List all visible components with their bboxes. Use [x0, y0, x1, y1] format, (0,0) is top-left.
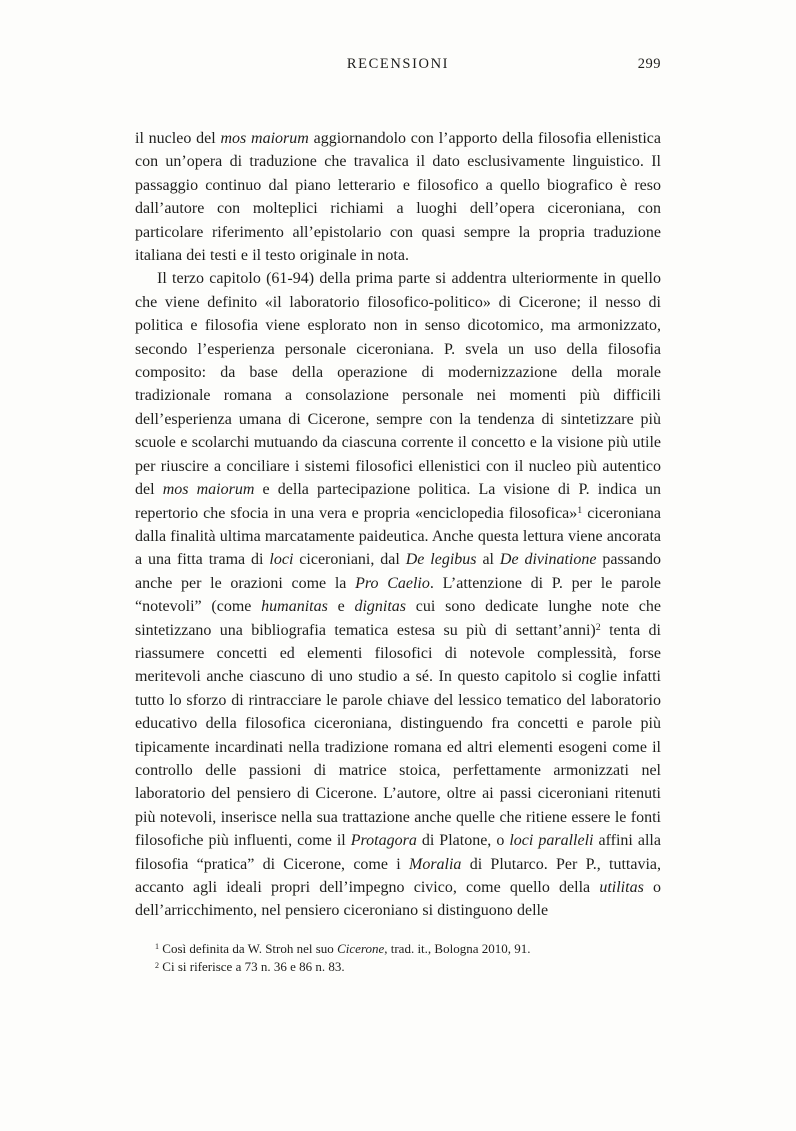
running-head	[135, 56, 661, 76]
text-run: Ci si riferisce a 73 n. 36 e 86 n. 83.	[159, 959, 345, 975]
text-run: Così definita da W. Stroh nel suo	[159, 940, 338, 956]
italic-run: Pro Caelio	[355, 574, 430, 592]
text-run: , trad. it., Bologna 2010, 91.	[384, 940, 531, 956]
text-run: di Platone, o	[416, 832, 510, 850]
text-run: e	[327, 598, 355, 616]
review-body	[135, 127, 661, 923]
italic-run: dignitas	[354, 598, 407, 616]
italic-run: loci	[269, 551, 294, 569]
text-run: e della partecipazione politica. La visione di P. indica un repertorio che sfocia in una vera e propria «enciclopedia filosofica»	[135, 481, 661, 522]
italic-run: Moralia	[408, 855, 462, 873]
footnote	[135, 958, 661, 977]
text-run: tenta di riassumere concetti ed elementi filosofici di notevole complessità, forse meritevoli anche ciascuno di uno studio a sé. In questo capitolo si coglie infatti tutto lo sforzo di rintracciare le parole chiave del lessico tematico del laboratorio educativo della filosofica ciceroniana, distinguendo fra concetti e parole più tipicamente incardinati nella tradizione romana ed altri elementi esogeni come il controllo delle passioni di matrice stoica, perfettamente armonizzati nel laboratorio del pensiero di Cicerone. L’autore, oltre ai passi ciceroniani ritenuti più notevoli, inserisce nella sua trattazione anche quelle che ritiene essere le fonti filosofiche più influenti, come il	[135, 621, 661, 850]
italic-run: utilitas	[599, 879, 644, 896]
italic-run: loci paralleli	[509, 832, 594, 850]
text-run: passando anche per le orazioni come la	[135, 551, 662, 592]
text-run: . L’attenzione di P. per le parole “notevoli” (come	[135, 574, 661, 616]
footnote-marker: 2	[155, 961, 160, 971]
text-run: ciceroniani, dal	[293, 551, 406, 569]
italic-run: De divinatione	[499, 551, 597, 569]
text-run: aggiornandolo con l’apporto della filosofia ellenistica con un’opera di traduzione che travalica il dato esclusivamente linguistico. Il passaggio continuo dal piano letterario e filosofico a quello biografico è reso dall’autore con molteplici richiami a luoghi dell’opera ciceroniana, con particolare riferimento all’epistolario con quasi sempre la propria traduzione italiana dei testi e il testo originale in nota.	[135, 130, 661, 265]
footnote-marker: 1	[155, 942, 160, 952]
italic-run: Protagora	[350, 832, 417, 850]
text-run: ciceroniana dalla finalità ultima marcatamente paideutica. Anche questa lettura viene ancorata a una fitta trama di	[135, 504, 661, 569]
text-run: cui sono dedicate lunghe note che sintetizzano una bibliografia tematica estesa su più di settant’anni)	[135, 598, 661, 639]
text-run: il nucleo del	[135, 130, 221, 147]
paragraph	[135, 267, 661, 922]
italic-run: mos maiorum	[162, 481, 255, 499]
section-heading: RECENSIONI	[346, 56, 450, 72]
text-run: al	[476, 551, 500, 569]
text-run: o dell’arricchimento, nel pensiero ciceroniano si distinguono delle	[135, 879, 661, 920]
italic-run: De legibus	[405, 551, 477, 569]
text-run: Il terzo capitolo (61-94) della prima parte si addentra ulteriormente in quello che viene definito «il laboratorio filosofico-politico» di Cicerone; il nesso di politica e filosofia viene esplorato non in senso dicotomico, ma armonizzato, secondo l’esperienza personale ciceroniana. P. svela un uso della filosofia composito: da base della operazione di modernizzazione della morale tradizionale romana a consolazione personale nei momenti più difficili dell’esperienza umana di Cicerone, sempre con la tendenza di sintetizzare più scuole e scolarchi mutuando da ciascuna corrente il concetto e la visione più utile per riuscire a conciliare i sistemi filosofici ellenistici con il nucleo più autentico del	[135, 270, 661, 499]
text-block	[135, 56, 661, 977]
italic-run: humanitas	[261, 598, 328, 616]
footnote-ref: 2	[595, 622, 601, 634]
paragraph	[135, 127, 661, 267]
page-number: 299	[637, 56, 661, 72]
italic-run: mos maiorum	[220, 130, 309, 147]
footnotes	[135, 940, 661, 977]
text-run: di Plutarco. Per P., tuttavia, accanto agli ideali propri dell’impegno civico, come quello della	[135, 855, 662, 896]
footnote	[135, 940, 661, 959]
italic-run: Cicerone	[337, 940, 385, 956]
text-run: affini alla filosofia “pratica” di Cicerone, come i	[135, 832, 661, 873]
footnote-ref: 1	[577, 505, 583, 517]
